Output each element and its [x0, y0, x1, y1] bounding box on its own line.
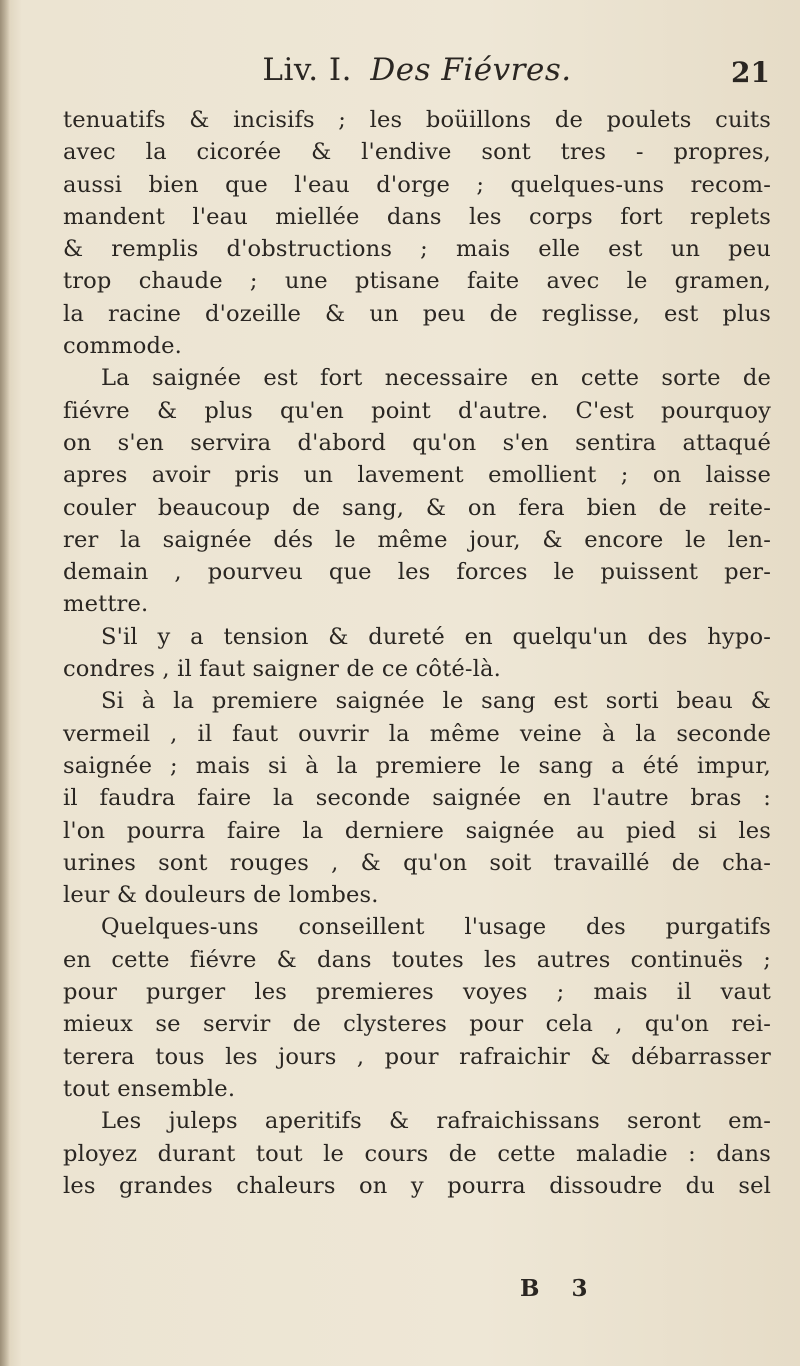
paragraph-start-line: S'il y a tension & dureté en quelqu'un des hypo-: [101, 623, 771, 650]
running-header: [62, 52, 772, 102]
text-line: mandent l'eau miellée dans les corps fort replets: [63, 203, 771, 230]
text-line: les grandes chaleurs on y pourra dissoudre du sel: [63, 1172, 771, 1199]
text-line: on s'en servira d'abord qu'on s'en sentira attaqué: [63, 429, 771, 456]
text-line: il faudra faire la seconde saignée en l'autre bras :: [63, 785, 771, 812]
text-line: vermeil , il faut ouvrir la même veine à la seconde: [63, 720, 771, 747]
text-line: mieux se servir de clysteres pour cela , qu'on rei-: [63, 1011, 771, 1038]
chapter-title: Des Fiévres.: [370, 52, 572, 88]
paragraph-start-line: Quelques-uns conseillent l'usage des purgatifs: [101, 914, 771, 941]
text-line: saignée ; mais si à la premiere le sang a été impur,: [63, 752, 771, 779]
text-line: fiévre & plus qu'en point d'autre. C'est pourquoy: [63, 397, 771, 424]
paragraph-start-line: Les juleps aperitifs & rafraichissans seront em-: [101, 1108, 771, 1135]
text-line: ployez durant tout le cours de cette maladie : dans: [63, 1140, 771, 1167]
paragraph-start-line: La saignée est fort necessaire en cette sorte de: [101, 365, 771, 392]
text-line: mettre.: [63, 591, 149, 618]
text-line: leur & douleurs de lombes.: [63, 882, 379, 909]
text-line: tout ensemble.: [63, 1075, 236, 1102]
running-head: [62, 52, 772, 88]
paragraph-start-line: Si à la premiere saignée le sang est sorti beau &: [101, 688, 771, 715]
book-label: Liv. I.: [262, 52, 353, 88]
text-line: couler beaucoup de sang, & on fera bien de reite-: [63, 494, 771, 521]
text-line: aussi bien que l'eau d'orge ; quelques-uns recom-: [63, 171, 771, 198]
text-line: commode.: [63, 333, 182, 360]
text-line: la racine d'ozeille & un peu de reglisse, est plus: [63, 300, 771, 327]
signature-mark: B 3: [520, 1275, 600, 1302]
text-line: tenuatifs & incisifs ; les boüillons de poulets cuits: [63, 107, 771, 133]
text-line: en cette fiévre & dans toutes les autres continuës ;: [63, 946, 771, 973]
text-line: terera tous les jours , pour rafraichir & débarrasser: [63, 1043, 771, 1070]
text-line: avec la cicorée & l'endive sont tres - propres,: [63, 139, 771, 166]
text-line: demain , pourveu que les forces le puissent per-: [63, 559, 771, 586]
text-line: apres avoir pris un lavement emollient ; on laisse: [63, 462, 771, 489]
text-line: pour purger les premieres voyes ; mais il vaut: [63, 979, 771, 1006]
text-line: rer la saignée dés le même jour, & encore le len-: [63, 526, 771, 553]
text-line: & remplis d'obstructions ; mais elle est un peu: [63, 236, 771, 263]
text-line: l'on pourra faire la derniere saignée au pied si les: [63, 817, 771, 844]
page-number: 21: [731, 56, 770, 89]
body-text: [63, 104, 771, 1202]
text-line: condres , il faut saigner de ce côté-là.: [63, 656, 501, 683]
text-line: trop chaude ; une ptisane faite avec le gramen,: [63, 268, 771, 295]
text-line: urines sont rouges , & qu'on soit travaillé de cha-: [63, 849, 771, 876]
